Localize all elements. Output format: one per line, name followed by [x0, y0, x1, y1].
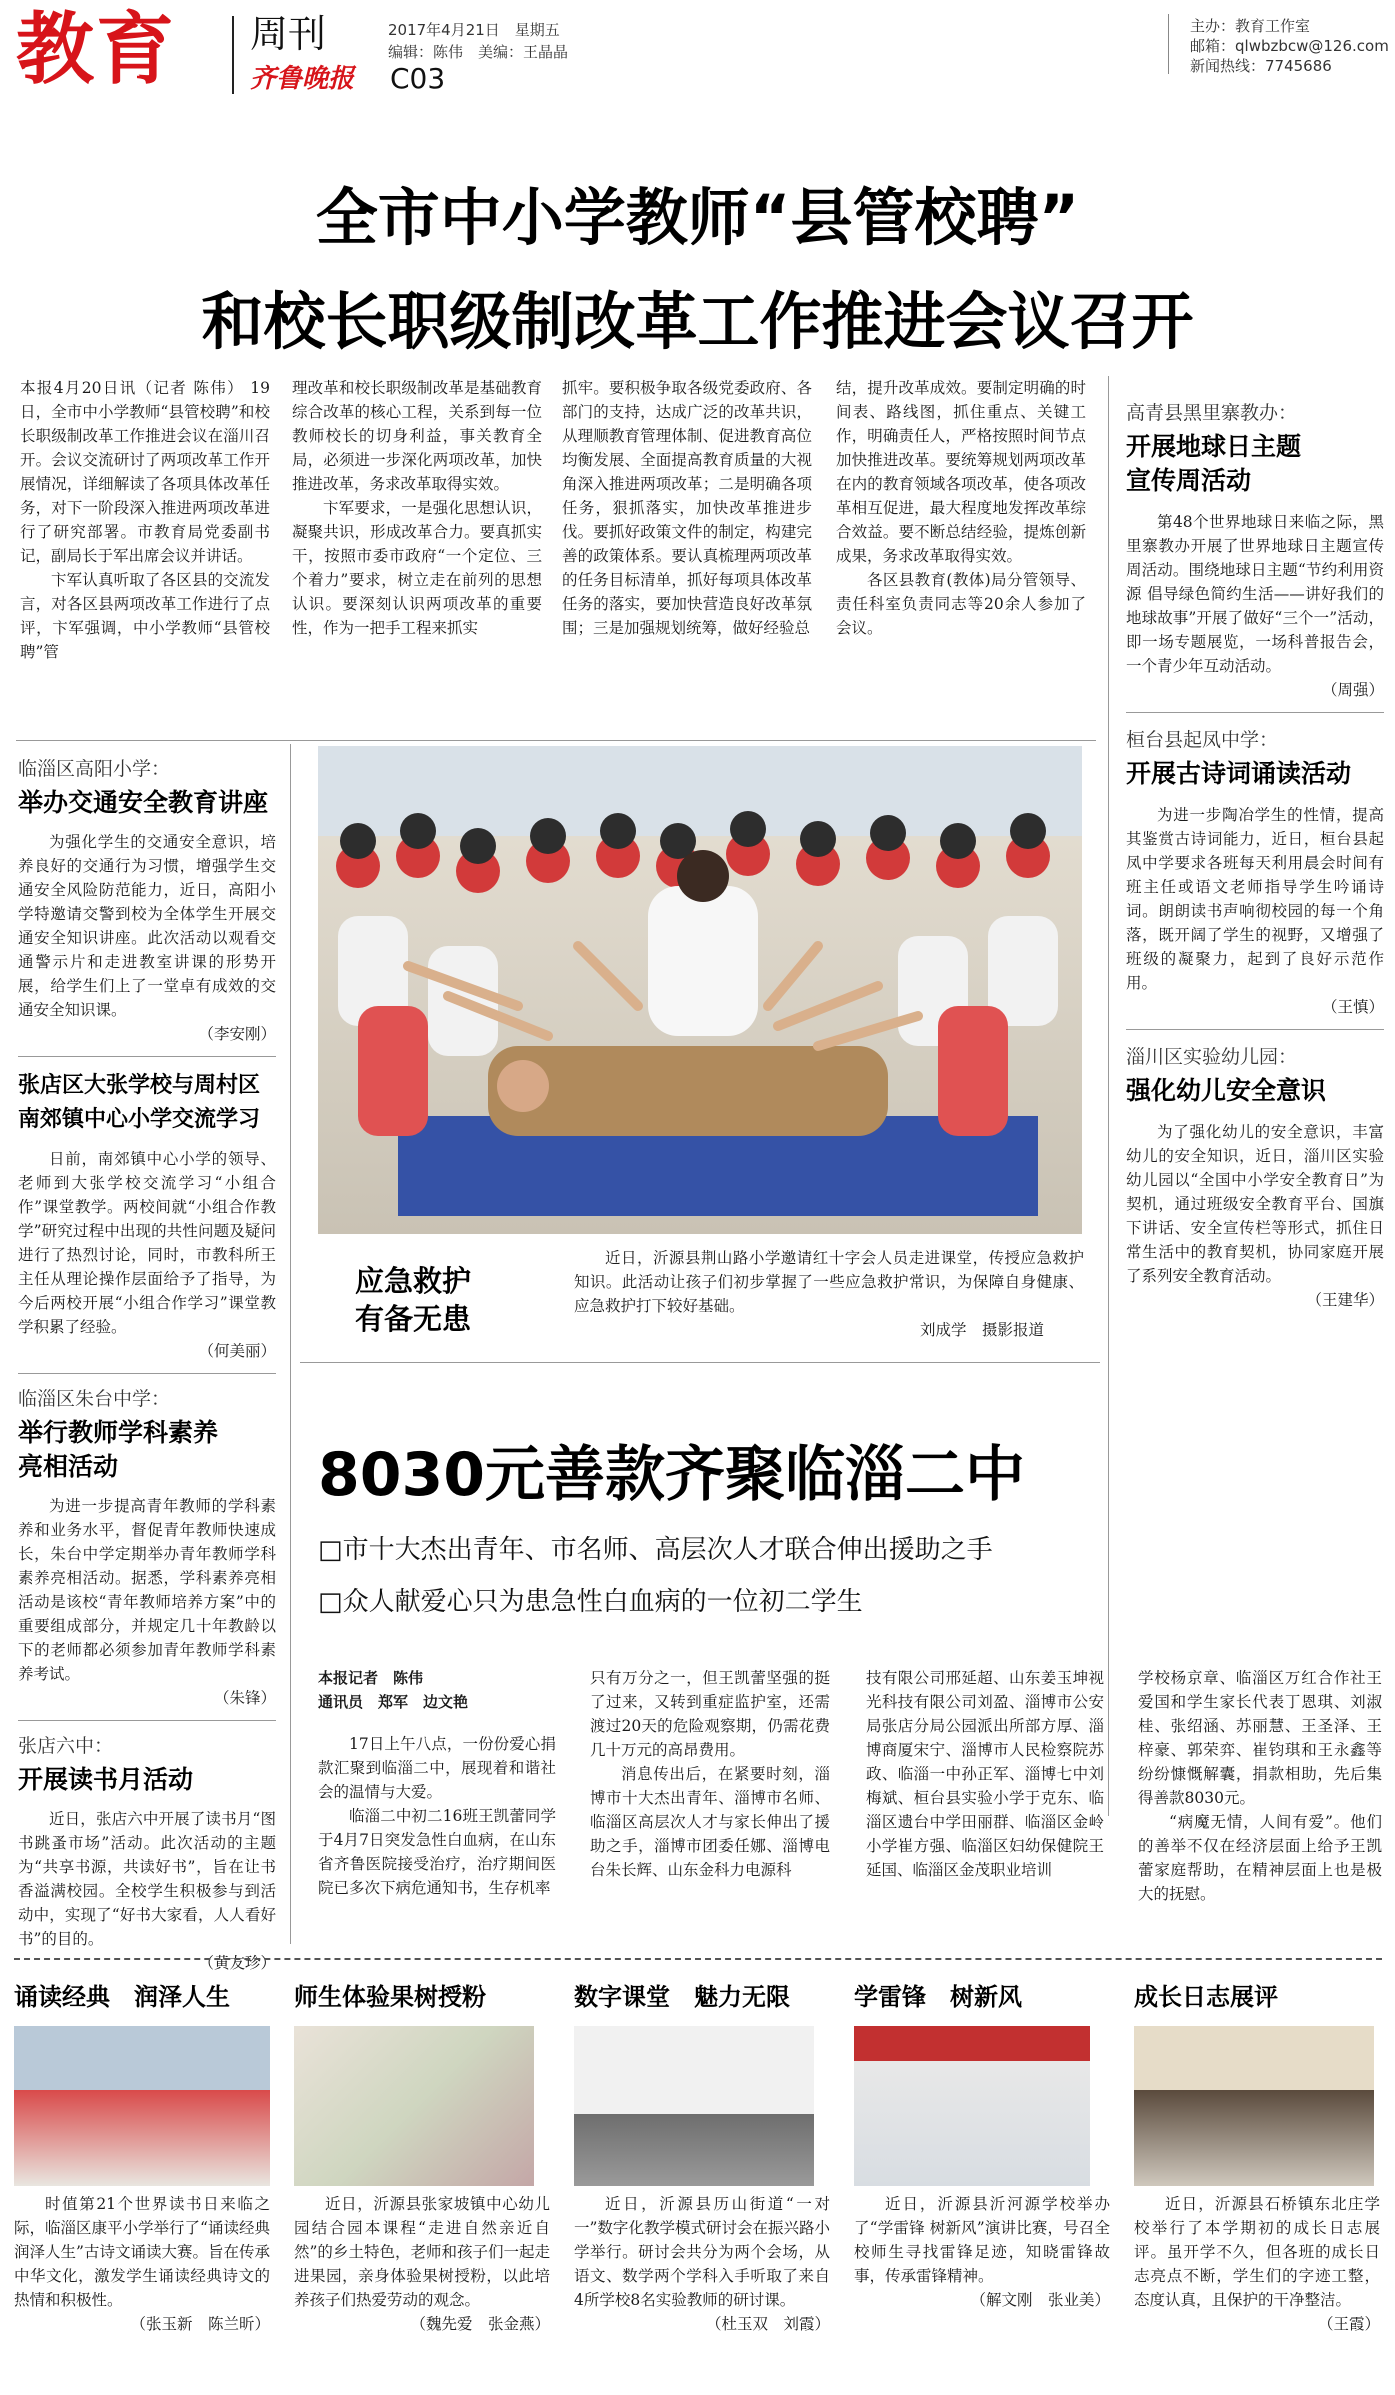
photo-credit: 刘成学 摄影报道 [919, 1321, 1044, 1339]
bottom-item-photo [854, 2026, 1090, 2186]
photo-caption-title-1: 应急救护 [355, 1264, 472, 1298]
byline: 通讯员 郑军 边文艳 [318, 1693, 469, 1711]
brief-kicker: 桓台县起凤中学： [1126, 729, 1279, 751]
bottom-item [574, 1980, 830, 2380]
bottom-item [294, 1980, 550, 2380]
bottom-item-title: 学雷锋 树新风 [854, 1983, 1022, 2011]
brief-signature: （周强） [1321, 681, 1384, 699]
left-column [18, 756, 276, 1975]
story2-headline: 8030元善款齐聚临淄二中 [318, 1440, 1025, 1510]
bottom-item-photo [14, 2026, 270, 2186]
brief-title: 南郊镇中心小学交流学习 [18, 1107, 261, 1132]
brief-text: 日前，南郊镇中心小学的领导、老师到大张学校交流学习“小组合作”课堂教学。两校间就“小组合作教学”研究过程中出现的共性问题及疑问进行了热烈讨论，同时，市教科所王主任从理论操作层面给予了指导，为今后两校开展“小组合作学习”课堂教学积累了经验。 [18, 1150, 276, 1336]
editors: 编辑：陈伟 美编：王晶晶 [388, 43, 569, 61]
weekly-label: 周刊 [250, 12, 327, 56]
bottom-item [854, 1980, 1110, 2380]
brief-title: 强化幼儿安全意识 [1126, 1076, 1327, 1105]
brief-body [1126, 510, 1384, 678]
bottom-item-photo [574, 2026, 814, 2186]
brief-signature: （王建华） [1306, 1291, 1384, 1309]
bottom-item-signature: （解文刚 张业美） [970, 2291, 1110, 2309]
issue-date: 2017年4月21日 星期五 [388, 21, 560, 39]
story2-para: 17日上午八点，一份份爱心捐款汇聚到临淄二中，展现着和谐社会的温情与大爱。 [318, 1735, 556, 1801]
brief-divider [18, 1056, 276, 1057]
lead-headline-1: 全市中小学教师“县管校聘” [315, 181, 1080, 254]
bottom-item-photo [294, 2026, 534, 2186]
brief-title: 开展地球日主题 [1126, 432, 1302, 461]
brief-title: 开展古诗词诵读活动 [1126, 759, 1352, 788]
brief-text: 近日，张店六中开展了读书月“图书跳蚤市场”活动。此次活动的主题为“共享书源，共读好书”，旨在让书香溢满校园。全校学生积极参与到活动中，实现了“好书大家看，人人看好书”的目的。 [18, 1810, 276, 1948]
brief-title: 宣传周活动 [1126, 466, 1252, 495]
lead-column-4 [836, 376, 1086, 640]
lead-column-2 [292, 376, 542, 640]
bottom-item-text: 时值第21个世界读书日来临之际，临淄区康平小学举行了“诵读经典 润泽人生”古诗文诵读大赛。旨在传承中华文化，激发学生诵读经典诗文的热情和积极性。 [14, 2195, 270, 2309]
brief-text: 为强化学生的交通安全意识，培养良好的交通行为习惯，增强学生交通安全风险防范能力，近日，高阳小学特邀请交警到校为全体学生开展交通安全知识讲座。此次活动以观看交通警示片和走进教室讲课的形势开展，给学生们上了一堂卓有成效的交通安全知识课。 [18, 833, 276, 1019]
host-info: 主办：教育工作室 [1190, 17, 1311, 35]
bottom-item-text: 近日，沂源县石桥镇东北庄学校举行了本学期初的成长日志展评。虽开学不久，但各班的成长日志亮点不断，学生们的字迹工整，态度认真，且保护的干净整洁。 [1134, 2195, 1380, 2309]
bottom-item-signature: （杜玉双 刘霞） [705, 2315, 830, 2333]
brief-kicker: 临淄区朱台中学： [18, 1388, 171, 1410]
brief-title: 张店区大张学校与周村区 [18, 1073, 261, 1098]
story2-para: “病魔无情，人间有爱”。他们的善举不仅在经济层面上给予王凯蕾家庭帮助，在精神层面上也是极大的抚慰。 [1138, 1813, 1382, 1903]
brief-text: 为进一步陶冶学生的性情，提高其鉴赏古诗词能力，近日，桓台县起凤中学要求各班每天利用晨会时间有班主任或语文老师指导学生吟诵诗词。朗朗读书声响彻校园的每一个角落，既开阔了学生的视野，又增强了班级的凝聚力，起到了良好示范作用。 [1126, 806, 1384, 992]
masthead-info-divider [1168, 14, 1169, 74]
bottom-item-signature: （王霞） [1317, 2315, 1380, 2333]
bottom-item-body [14, 2192, 270, 2312]
bottom-item-title: 诵读经典 润泽人生 [14, 1983, 230, 2011]
photo-image [318, 746, 1082, 1234]
page-number: C03 [390, 62, 446, 95]
lead-para: 本报4月20日讯（记者 陈伟） 19日，全市中小学教师“县管校聘”和校长职级制改革工作推进会议在淄川召开。会议交流研讨了两项改革工作开展情况，详细解读了各项具体改革任务，对下一阶段深入推进两项改革进行了研究部署。市教育局党委副书记，副局长于军出席会议并讲话。 [20, 379, 270, 565]
email-info: 邮箱：qlwbzbcw@126.com [1190, 37, 1389, 55]
brief-title: 开展读书月活动 [18, 1765, 194, 1794]
brief-divider [1126, 1029, 1384, 1030]
brief-signature: （朱锋） [213, 1689, 276, 1707]
lead-para: 卞军认真听取了各区县的交流发言，对各区县两项改革工作进行了点评，卞军强调，中小学教师“县管校聘”管 [20, 571, 270, 661]
photo-caption-text: 近日，沂源县荆山路小学邀请红十字会人员走进课堂，传授应急救护知识。此活动让孩子们初步掌握了一些应急救护常识，为保障自身健康、应急救护打下较好基础。 [574, 1249, 1084, 1315]
brief-text: 为进一步提高青年教师的学科素养和业务水平，督促青年教师快速成长，朱台中学定期举办青年教师学科素养亮相活动。据悉，学科素养亮相活动是该校“青年教师培养方案”中的重要组成部分，并规定几十年教龄以下的老师都必须参加青年教师学科素养考试。 [18, 1497, 276, 1683]
bottom-item [1134, 1980, 1380, 2380]
story2-column-2 [590, 1666, 830, 1882]
story2-para: 只有万分之一，但王凯蕾坚强的挺了过来，又转到重症监护室，还需渡过20天的危险观察期，仍需花费几十万元的高昂费用。 [590, 1669, 830, 1759]
bottom-item-body [1134, 2192, 1380, 2312]
brief-kicker: 淄川区实验幼儿园： [1126, 1046, 1298, 1068]
story2-top-rule [300, 1362, 1100, 1363]
bottom-item-signature: （魏先爱 张金燕） [410, 2315, 550, 2333]
story2-para: 临淄二中初二16班王凯蕾同学于4月7日突发急性白血病，在山东省齐鲁医院接受治疗，治疗期间医院已多次下病危通知书，生存机率 [318, 1807, 556, 1897]
brief-kicker: 张店六中： [18, 1735, 114, 1757]
lead-para: 抓牢。要积极争取各级党委政府、各部门的支持，达成广泛的改革共识，从理顺教育管理体制、促进教育高位均衡发展、全面提高教育质量的大视角深入推进两项改革；二是明确各项任务，狠抓落实，加快改革推进步伐。要抓好政策文件的制定，构建完善的政策体系。要认真梳理两项改革的任务目标清单，抓好每项具体改革任务的落实，要加快营造良好改革氛围；三是加强规划统筹，做好经验总 [562, 379, 812, 637]
brief-signature: （黄友珍） [198, 1954, 276, 1972]
brief-divider [18, 1373, 276, 1374]
brief-body [18, 830, 276, 1022]
brief-signature: （何美丽） [198, 1342, 276, 1360]
story2-column-3 [866, 1666, 1104, 1882]
bottom-item [14, 1980, 270, 2380]
bottom-item-text: 近日，沂源县沂河源学校举办了“学雷锋 树新风”演讲比赛，号召全校师生寻找雷锋足迹，知晓雷锋故事，传承雷锋精神。 [854, 2195, 1110, 2285]
story2-para: 消息传出后，在紧要时刻，淄博市十大杰出青年、淄博市名师、临淄区高层次人才与家长伸出了援助之手，淄博市团委任娜、淄博电台朱长辉、山东金科力电源科 [590, 1765, 830, 1879]
lead-headline-2: 和校长职级制改革工作推进会议召开 [201, 285, 1194, 358]
story2-para: 学校杨京章、临淄区万红合作社王爱国和学生家长代表丁恩琪、刘淑桂、张绍涵、苏丽慧、王圣泽、王梓豪、郭荣弈、崔钧琪和王永鑫等纷纷慷慨解囊，捐款相助，先后集得善款8030元。 [1138, 1669, 1382, 1807]
brief-text: 第48个世界地球日来临之际，黑里寨教办开展了世界地球日主题宣传周活动。围绕地球日主题“节约利用资源 倡导绿色简约生活——讲好我们的地球故事”开展了做好“三个一”活动，即一场专题展览，一场科普报告会，一个青少年互动活动。 [1126, 513, 1384, 675]
bottom-item-title: 师生体验果树授粉 [294, 1983, 486, 2011]
lead-para: 各区县教育(教体)局分管领导、责任科室负责同志等20余人参加了会议。 [836, 571, 1086, 637]
right-column [1126, 400, 1384, 1312]
lead-para: 结，提升改革成效。要制定明确的时间表、路线图，抓住重点、关键工作，明确责任人，严格按照时间节点加快推进改革。要统筹规划两项改革在内的教育领域各项改革，使各项改革相互促进，最大程度地发挥改革综合效益。要不断总结经验，提炼创新成果，务求改革取得实效。 [836, 379, 1086, 565]
section-title: 教育 [16, 5, 177, 95]
bottom-item-title: 成长日志展评 [1134, 1983, 1278, 2011]
brief-title: 亮相活动 [18, 1452, 119, 1481]
brief-body [18, 1494, 276, 1686]
brief-body [1126, 803, 1384, 995]
story2-column-4 [1138, 1666, 1382, 1906]
story2-subhead-2: □众人献爱心只为患急性白血病的一位初二学生 [318, 1587, 863, 1617]
lead-bottom-rule [16, 740, 1096, 741]
brief-divider [18, 1720, 276, 1721]
story2-subhead-1: □市十大杰出青年、市名师、高层次人才联合伸出援助之手 [318, 1535, 993, 1565]
brief-kicker: 高青县黑里寨教办： [1126, 402, 1298, 424]
brief-title: 举办交通安全教育讲座 [18, 788, 269, 817]
lead-para: 卞军要求，一是强化思想认识，凝聚共识，形成改革合力。要真抓实干，按照市委市政府“一个定位、三个着力”要求，树立走在前列的思想认识。要深刻认识两项改革的重要性，作为一把手工程来抓实 [292, 499, 542, 637]
bottom-item-text: 近日，沂源县历山街道“一对一”数字化教学模式研讨会在振兴路小学举行。研讨会共分为两个会场，从语文、数学两个学科入手听取了来自4所学校8名实验教师的研讨课。 [574, 2195, 830, 2309]
bottom-item-body [294, 2192, 550, 2312]
brief-title: 举行教师学科素养 [18, 1418, 219, 1447]
paper-logo: 齐鲁晚报 [250, 64, 355, 94]
brief-text: 为了强化幼儿的安全意识，丰富幼儿的安全知识，近日，淄川区实验幼儿园以“全国中小学安全教育日”为契机，通过班级安全教育平台、国旗下讲话、安全宣传栏等形式，抓住日常生活中的教育契机，协同家庭开展了系列安全教育活动。 [1126, 1123, 1384, 1285]
bottom-strip [14, 1980, 1384, 2380]
brief-signature: （李安刚） [198, 1025, 276, 1043]
story2-para: 技有限公司邢延超、山东姜玉坤视光科技有限公司刘盈、淄博市公安局张店分局公园派出所部方厚、淄博商厦宋宁、淄博市人民检察院苏政、临淄一中孙正军、淄博七中刘梅斌、桓台县实验小学于克东、临淄区遗台中学田丽群、临淄区金岭小学崔方强、临淄区妇幼保健院王延国、临淄区金茂职业培训 [866, 1669, 1104, 1879]
lead-para: 理改革和校长职级制改革是基础教育综合改革的核心工程，关系到每一位教师校长的切身利益，事关教育全局，必须进一步深化两项改革，加快推进改革，务求改革取得实效。 [292, 379, 542, 493]
bottom-item-body [574, 2192, 830, 2312]
lead-column-3 [562, 376, 812, 640]
masthead-divider [232, 16, 234, 94]
photo-caption-title-2: 有备无患 [355, 1302, 472, 1336]
bottom-item-title: 数字课堂 魅力无限 [574, 1983, 790, 2011]
brief-body [18, 1807, 276, 1951]
brief-body [1126, 1120, 1384, 1288]
bottom-strip-rule [14, 1958, 1382, 1960]
right-column-rule [1108, 376, 1109, 1816]
story2-column-1 [318, 1666, 556, 1900]
news-photo [318, 746, 1082, 1234]
lead-column-1 [20, 376, 270, 664]
left-column-rule [290, 744, 291, 1944]
hotline-info: 新闻热线：7745686 [1190, 57, 1332, 75]
brief-body [18, 1147, 276, 1339]
brief-divider [1126, 712, 1384, 713]
bottom-item-photo [1134, 2026, 1374, 2186]
bottom-item-text: 近日，沂源县张家坡镇中心幼儿园结合园本课程“走进自然亲近自然”的乡土特色，老师和孩子们一起走进果园，亲身体验果树授粉，以此培养孩子们热爱劳动的观念。 [294, 2195, 550, 2309]
masthead [0, 0, 1395, 110]
byline: 本报记者 陈伟 [318, 1669, 424, 1687]
photo-caption [574, 1246, 1084, 1342]
brief-signature: （王慎） [1321, 998, 1384, 1016]
brief-kicker: 临淄区高阳小学： [18, 758, 171, 780]
bottom-item-body [854, 2192, 1110, 2288]
bottom-item-signature: （张玉新 陈兰昕） [130, 2315, 270, 2333]
